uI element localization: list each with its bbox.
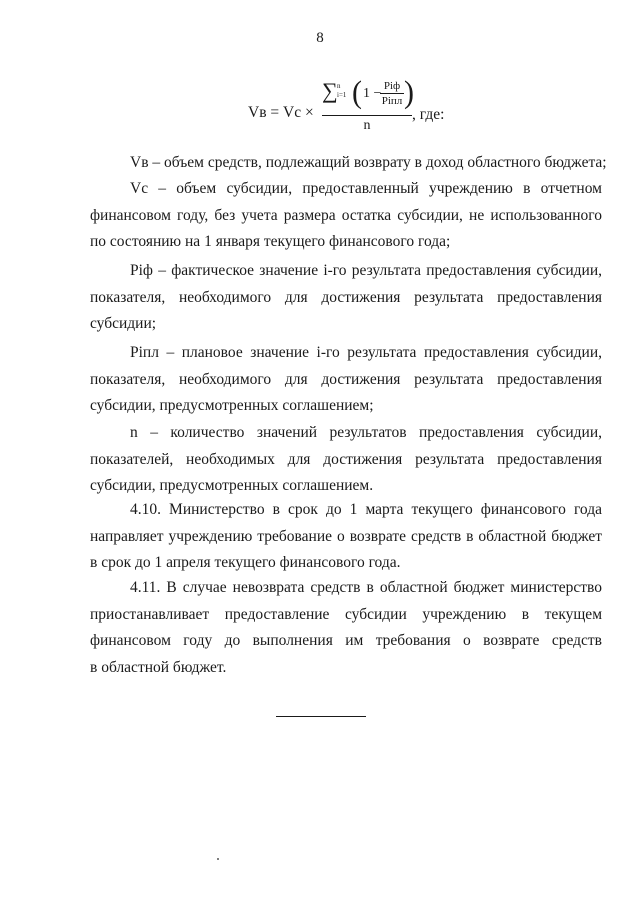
clause-4-11 [90,575,602,681]
text-line: субсидии, предусмотренных соглашением. [90,477,374,494]
formula-one-minus: 1 − [363,86,382,101]
text-line: Piф – фактическое значение i-го результата предоставления субсидии, [130,262,602,279]
text-line: Piпл – плановое значение i-го результата предоставления субсидии, [130,344,602,361]
text-line: 4.10. Министерство в срок до 1 марта текущего финансового года [130,501,602,518]
inner-denominator: Piпл [381,95,403,107]
formula-where: , где: [412,106,445,123]
text-line: субсидии; [90,315,157,332]
text-line: показателя, необходимого для достижения результата предоставления [90,288,602,306]
clause-4-10 [90,497,602,577]
sum-limits [337,82,346,100]
text-line: приостанавливает предоставление субсидии учреждению в текущем [90,605,602,623]
text-line: по состоянию на 1 января текущего финансового года; [90,233,451,250]
formula-lhs: Vв = Vс × [248,104,314,121]
fraction-bar [322,115,412,116]
text-line: n – количество значений результатов предоставления субсидии, [130,424,602,441]
text-line: показателей, необходимых для достижения результата предоставления [90,450,602,468]
text-line: в областной бюджет. [90,658,227,676]
text-line: показателя, необходимого для достижения результата предоставления [90,370,602,388]
formula-inner-fraction [380,80,404,107]
definition-pipl [90,340,602,420]
text-line: финансовом году, без учета размера остатка субсидии, не использованного [90,206,602,224]
text-line: субсидии, предусмотренных соглашением; [90,397,374,414]
text-line: Vв – объем средств, подлежащий возврату в доход областного бюджета; [130,154,607,171]
scan-speck [217,858,219,860]
definition-vv [90,150,607,177]
text-line: в срок до 1 апреля текущего финансового года. [90,554,401,571]
sum-sign: ∑ [322,78,338,103]
formula-main-fraction [322,75,414,136]
text-line: Vс – объем субсидии, предоставленный учреждению в отчетном [130,180,602,197]
refund-formula [248,75,478,140]
text-line: направляет учреждению требование о возврате средств в областной бюджет [90,527,602,545]
definition-vs [90,176,602,256]
page-number: 8 [316,30,324,46]
sum-limit-top: n [337,82,341,90]
text-line: 4.11. В случае невозврата средств в областной бюджет министерство [130,579,602,596]
left-paren: ( [352,75,362,110]
formula-numerator [322,75,414,114]
sum-limit-bottom: i=1 [337,91,347,99]
definition-pif [90,258,602,338]
right-paren: ) [404,75,414,110]
end-rule [276,716,366,717]
definition-n [90,420,602,500]
formula-denominator: n [363,118,371,133]
inner-numerator: Piф [383,80,401,92]
text-line: финансовом году до выполнения им требования о возврате средств [90,632,602,649]
